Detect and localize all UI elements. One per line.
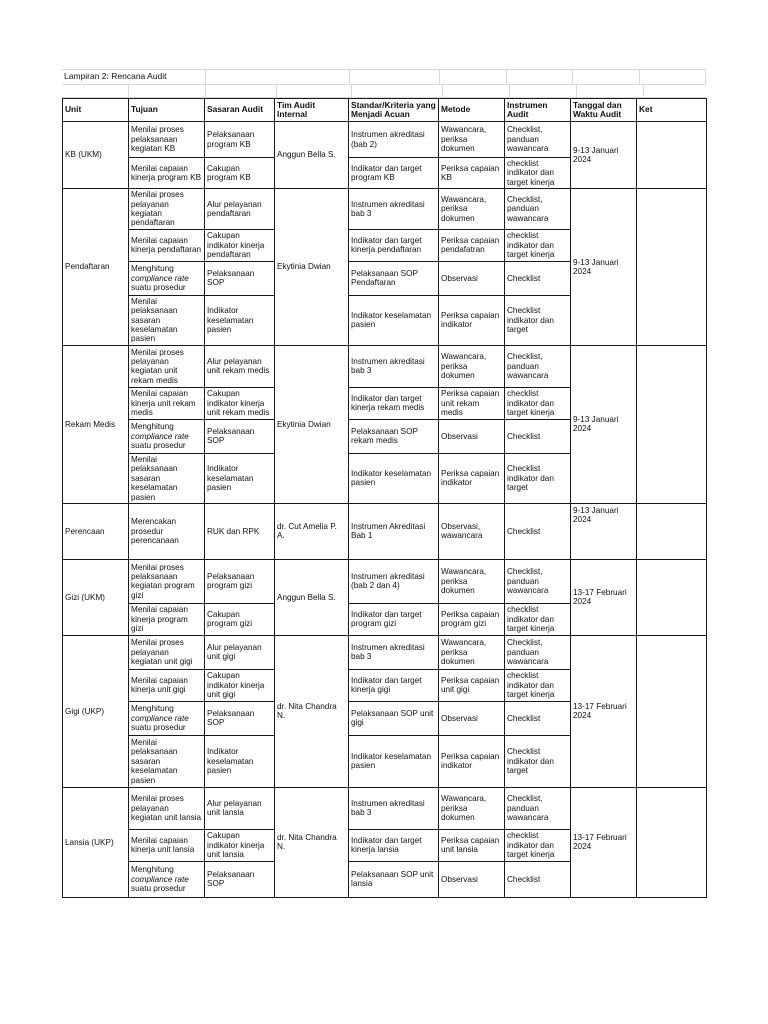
tujuan-cell: Menilai pelaksanaan sasaran keselamatan pasien xyxy=(129,295,205,345)
header-tanggal: Tanggal dan Waktu Audit xyxy=(571,99,637,122)
standar-cell: Pelaksanaan SOP unit lansia xyxy=(349,861,439,897)
tujuan-cell: Menilai capaian kinerja unit gigi xyxy=(129,669,205,701)
unit-cell: KB (UKM) xyxy=(63,122,129,189)
tim-cell: Ekytinia Dwian xyxy=(275,189,349,346)
header-tujuan: Tujuan xyxy=(129,99,205,122)
tujuan-cell xyxy=(129,419,205,453)
unit-cell: Pendaftaran xyxy=(63,189,129,346)
standar-cell: Indikator keselamatan pasien xyxy=(349,295,439,345)
standar-cell: Instrumen akreditasi bab 3 xyxy=(349,345,439,387)
metode-cell: Periksa capaian program gizi xyxy=(439,603,505,635)
standar-cell: Pelaksanaan SOP unit gigi xyxy=(349,701,439,735)
instrumen-cell: Checklist, panduan wawancara xyxy=(505,122,571,158)
tanggal-cell: 9-13 Januari 2024 xyxy=(571,345,637,503)
sasaran-cell: Cakupan indikator kinerja unit lansia xyxy=(205,829,275,861)
sasaran-cell: Pelaksanaan program gizi xyxy=(205,559,275,603)
sasaran-cell: Pelaksanaan SOP xyxy=(205,861,275,897)
standar-cell: Instrumen akreditasi bab 3 xyxy=(349,635,439,669)
metode-cell: Periksa capaian indikator xyxy=(439,735,505,787)
sasaran-cell: Alur pelayanan unit gigi xyxy=(205,635,275,669)
tanggal-cell: 13-17 Februari 2024 xyxy=(571,635,637,787)
ket-cell xyxy=(637,345,707,503)
metode-cell: Wawancara, periksa dokumen xyxy=(439,122,505,158)
instrumen-cell: Checklist indikator dan target xyxy=(505,735,571,787)
sasaran-cell: Alur pelayanan pendaftaran xyxy=(205,189,275,230)
tujuan-cell: Menilai capaian kinerja program gizi xyxy=(129,603,205,635)
unit-cell: Gizi (UKM) xyxy=(63,559,129,635)
tanggal-cell: 9-13 Januari 2024 xyxy=(571,122,637,189)
ket-cell xyxy=(637,503,707,559)
metode-cell: Periksa capaian KB xyxy=(439,158,505,189)
instrumen-cell: Checklist indikator dan target xyxy=(505,295,571,345)
compliance-suffix: suatu prosedur xyxy=(131,441,186,451)
standar-cell: Instrumen Akreditasi Bab 1 xyxy=(349,503,439,559)
tujuan-cell: Menilai proses pelayanan kegiatan unit rekam medis xyxy=(129,345,205,387)
sasaran-cell: Indikator keselamatan pasien xyxy=(205,295,275,345)
metode-cell: Periksa capaian unit lansia xyxy=(439,829,505,861)
standar-cell: Instrumen akreditasi (bab 2 dan 4) xyxy=(349,559,439,603)
sasaran-cell: Cakupan indikator kinerja pendaftaran xyxy=(205,229,275,261)
tim-cell: dr. Cut Amelia P. A. xyxy=(275,503,349,559)
tanggal-cell: 9-13 Januari 2024 xyxy=(571,189,637,346)
caption-row xyxy=(62,69,706,85)
instrumen-cell: Checklist, panduan wawancara xyxy=(505,189,571,230)
tim-cell: dr. Nita Chandra N. xyxy=(275,787,349,897)
compliance-suffix: suatu prosedur xyxy=(131,283,186,293)
metode-cell: Observasi xyxy=(439,261,505,295)
tujuan-cell: Menilai capaian kinerja unit lansia xyxy=(129,829,205,861)
sasaran-cell: Pelaksanaan program KB xyxy=(205,122,275,158)
metode-cell: Observasi xyxy=(439,701,505,735)
header-sasaran: Sasaran Audit xyxy=(205,99,275,122)
header-instrumen: Instrumen Audit xyxy=(505,99,571,122)
audit-plan-sheet xyxy=(62,69,706,898)
standar-cell: Indikator dan target kinerja rekam medis xyxy=(349,387,439,419)
table-row xyxy=(63,559,707,603)
instrumen-cell: Checklist, panduan wawancara xyxy=(505,559,571,603)
metode-cell: Wawancara, periksa dokumen xyxy=(439,787,505,829)
metode-cell: Periksa capaian indikator xyxy=(439,295,505,345)
instrumen-cell: checklist indikator dan target kinerja xyxy=(505,669,571,701)
compliance-prefix: Menghitung xyxy=(131,704,174,714)
table-row xyxy=(63,503,707,559)
header-standar: Standar/Kriteria yang Menjadi Acuan xyxy=(349,99,439,122)
standar-cell: Indikator dan target kinerja gigi xyxy=(349,669,439,701)
instrumen-cell: checklist indikator dan target kinerja xyxy=(505,158,571,189)
compliance-rate-term: compliance rate xyxy=(131,713,189,723)
standar-cell: Indikator keselamatan pasien xyxy=(349,735,439,787)
sasaran-cell: RUK dan RPK xyxy=(205,503,275,559)
tim-cell: Anggun Bella S. xyxy=(275,122,349,189)
metode-cell: Periksa capaian unit gigi xyxy=(439,669,505,701)
tujuan-cell: Menilai proses pelaksanaan kegiatan KB xyxy=(129,122,205,158)
standar-cell: Instrumen akreditasi bab 3 xyxy=(349,787,439,829)
instrumen-cell: Checklist xyxy=(505,861,571,897)
sasaran-cell: Pelaksanaan SOP xyxy=(205,701,275,735)
metode-cell: Periksa capaian pendafatran xyxy=(439,229,505,261)
instrumen-cell: checklist indikator dan target kinerja xyxy=(505,829,571,861)
sasaran-cell: Cakupan indikator kinerja unit gigi xyxy=(205,669,275,701)
tujuan-cell xyxy=(129,701,205,735)
instrumen-cell: Checklist xyxy=(505,701,571,735)
tujuan-cell xyxy=(129,861,205,897)
metode-cell: Observasi xyxy=(439,861,505,897)
sasaran-cell: Indikator keselamatan pasien xyxy=(205,735,275,787)
instrumen-cell: Checklist, panduan wawancara xyxy=(505,345,571,387)
ket-cell xyxy=(637,635,707,787)
metode-cell: Observasi, wawancara xyxy=(439,503,505,559)
audit-plan-table xyxy=(62,98,707,898)
metode-cell: Wawancara, periksa dokumen xyxy=(439,559,505,603)
tujuan-cell: Menilai proses pelayanan kegiatan unit gigi xyxy=(129,635,205,669)
metode-cell: Observasi xyxy=(439,419,505,453)
instrumen-cell: Checklist indikator dan target xyxy=(505,453,571,503)
compliance-prefix: Menghitung xyxy=(131,422,174,432)
tujuan-cell: Menilai proses pelaksanaan kegiatan program gizi xyxy=(129,559,205,603)
unit-cell: Gigi (UKP) xyxy=(63,635,129,787)
instrumen-cell: checklist indikator dan target kinerja xyxy=(505,387,571,419)
sasaran-cell: Cakupan program gizi xyxy=(205,603,275,635)
spacer-row xyxy=(62,85,706,98)
tanggal-cell: 13-17 Februari 2024 xyxy=(571,559,637,635)
standar-cell: Indikator dan target program gizi xyxy=(349,603,439,635)
tim-cell: Ekytinia Dwian xyxy=(275,345,349,503)
header-unit: Unit xyxy=(63,99,129,122)
metode-cell: Wawancara, periksa dokumen xyxy=(439,189,505,230)
unit-cell: Perencaan xyxy=(63,503,129,559)
instrumen-cell: Checklist xyxy=(505,261,571,295)
unit-cell: Lansia (UKP) xyxy=(63,787,129,897)
ket-cell xyxy=(637,122,707,189)
compliance-rate-term: compliance rate xyxy=(131,874,189,884)
sasaran-cell: Pelaksanaan SOP xyxy=(205,419,275,453)
caption: Lampiran 2: Rencana Audit xyxy=(62,70,206,84)
instrumen-cell: checklist indikator dan target kinerja xyxy=(505,603,571,635)
compliance-rate-term: compliance rate xyxy=(131,431,189,441)
standar-cell: Indikator dan target program KB xyxy=(349,158,439,189)
compliance-rate-term: compliance rate xyxy=(131,273,189,283)
sasaran-cell: Cakupan indikator kinerja unit rekam medis xyxy=(205,387,275,419)
table-row xyxy=(63,345,707,387)
table-row xyxy=(63,122,707,158)
instrumen-cell: Checklist, panduan wawancara xyxy=(505,635,571,669)
unit-cell: Rekam Medis xyxy=(63,345,129,503)
header-ket: Ket xyxy=(637,99,707,122)
standar-cell: Instrumen akreditasi bab 3 xyxy=(349,189,439,230)
tim-cell: dr. Nita Chandra N. xyxy=(275,635,349,787)
tanggal-cell: 9-13 Januari 2024 xyxy=(571,503,637,559)
instrumen-cell: Checklist xyxy=(505,419,571,453)
compliance-suffix: suatu prosedur xyxy=(131,723,186,733)
compliance-prefix: Menghitung xyxy=(131,264,174,274)
instrumen-cell: Checklist, panduan wawancara xyxy=(505,787,571,829)
sasaran-cell: Alur pelayanan unit rekam medis xyxy=(205,345,275,387)
sasaran-cell: Cakupan program KB xyxy=(205,158,275,189)
standar-cell: Instrumen akreditasi (bab 2) xyxy=(349,122,439,158)
header-tim: Tim Audit Internal xyxy=(275,99,349,122)
standar-cell: Pelaksanaan SOP rekam medis xyxy=(349,419,439,453)
header-metode: Metode xyxy=(439,99,505,122)
tujuan-cell: Menilai capaian kinerja pendaftaran xyxy=(129,229,205,261)
table-row xyxy=(63,189,707,230)
tim-cell: Anggun Bella S. xyxy=(275,559,349,635)
standar-cell: Pelaksanaan SOP Pendaftaran xyxy=(349,261,439,295)
tujuan-cell: Menilai proses pelayanan kegiatan pendaftaran xyxy=(129,189,205,230)
instrumen-cell: checklist indikator dan target kinerja xyxy=(505,229,571,261)
tanggal-cell: 13-17 Februari 2024 xyxy=(571,787,637,897)
ket-cell xyxy=(637,189,707,346)
table-row xyxy=(63,635,707,669)
instrumen-cell: Checklist xyxy=(505,503,571,559)
tujuan-cell: Menilai pelaksanaan sasaran keselamatan pasien xyxy=(129,735,205,787)
tujuan-cell: Menilai capaian kinerja program KB xyxy=(129,158,205,189)
sasaran-cell: Indikator keselamatan pasien xyxy=(205,453,275,503)
compliance-suffix: suatu prosedur xyxy=(131,884,186,894)
sasaran-cell: Pelaksanaan SOP xyxy=(205,261,275,295)
standar-cell: Indikator keselamatan pasien xyxy=(349,453,439,503)
table-row xyxy=(63,787,707,829)
header-row xyxy=(63,99,707,122)
ket-cell xyxy=(637,559,707,635)
table-body xyxy=(63,122,707,898)
compliance-prefix: Menghitung xyxy=(131,865,174,875)
metode-cell: Wawancara, periksa dokumen xyxy=(439,345,505,387)
metode-cell: Wawancara, periksa dokumen xyxy=(439,635,505,669)
tujuan-cell: Menilai pelaksanaan sasaran keselamatan pasien xyxy=(129,453,205,503)
tujuan-cell: Menilai capaian kinerja unit rekam medis xyxy=(129,387,205,419)
tujuan-cell: Merencakan prosedur perencanaan xyxy=(129,503,205,559)
metode-cell: Periksa capaian unit rekam medis xyxy=(439,387,505,419)
tujuan-cell: Menilai proses pelayanan kegiatan unit lansia xyxy=(129,787,205,829)
tujuan-cell xyxy=(129,261,205,295)
standar-cell: Indikator dan target kinerja pendaftaran xyxy=(349,229,439,261)
ket-cell xyxy=(637,787,707,897)
sasaran-cell: Alur pelayanan unit lansia xyxy=(205,787,275,829)
metode-cell: Periksa capaian indikator xyxy=(439,453,505,503)
standar-cell: Indikator dan target kinerja lansia xyxy=(349,829,439,861)
